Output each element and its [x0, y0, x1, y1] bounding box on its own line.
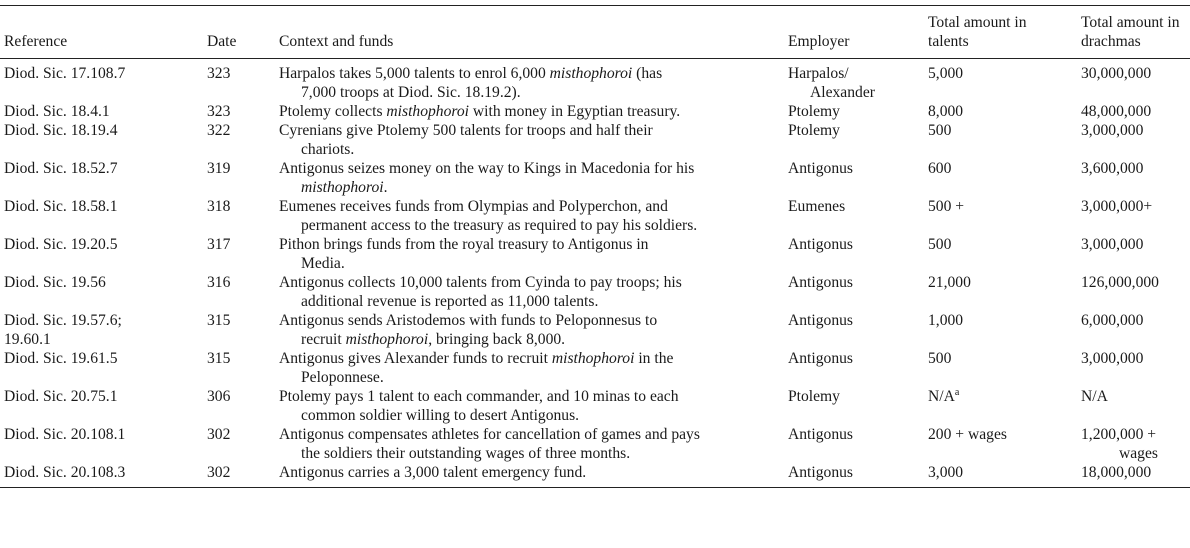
cell-drachmas: 30,000,000	[1081, 65, 1152, 82]
cell-reference: Diod. Sic. 20.75.1	[4, 388, 118, 405]
context-line2	[279, 178, 774, 197]
context-text: Antigonus gives Alexander funds to recruit	[279, 350, 552, 367]
cell-talents: 500	[928, 122, 952, 139]
cell-context	[263, 121, 784, 159]
context-italic: misthophoroi	[551, 350, 635, 367]
table-row	[0, 59, 1190, 103]
table-row	[0, 102, 1190, 121]
header-context: Context and funds	[279, 33, 394, 50]
cell-employer: Antigonus	[788, 350, 853, 367]
context-text: with money in Egyptian treasury.	[469, 103, 681, 120]
context-text: Pithon brings funds from the royal treasury to Antigonus in	[279, 236, 649, 253]
cell-reference: Diod. Sic. 18.52.7	[4, 160, 118, 177]
cell-date: 323	[207, 65, 231, 82]
context-italic: misthophoroi	[345, 331, 429, 348]
context-line2: permanent access to the treasury as required to pay his soldiers.	[301, 217, 698, 234]
table-row	[0, 425, 1190, 463]
context-line2	[279, 330, 774, 349]
cell-employer: Antigonus	[788, 236, 853, 253]
cell-talents: 200 + wages	[928, 426, 1007, 443]
header-employer: Employer	[788, 33, 850, 50]
cell-date: 302	[207, 464, 231, 481]
context-line2: the soldiers their outstanding wages of three months.	[301, 445, 631, 462]
context-text: Ptolemy pays 1 talent to each commander, and 10 minas to each	[279, 388, 679, 405]
table-row	[0, 235, 1190, 273]
cell-date: 315	[207, 350, 231, 367]
cell-drachmas: 6,000,000	[1081, 312, 1144, 329]
cell-reference: Diod. Sic. 19.56	[4, 274, 106, 291]
cell-reference: Diod. Sic. 19.20.5	[4, 236, 118, 253]
cell-date: 315	[207, 312, 231, 329]
context-text: recruit	[301, 331, 346, 348]
context-line2: 7,000 troops at Diod. Sic. 18.19.2).	[301, 84, 521, 101]
cell-context	[263, 425, 784, 463]
context-text: Antigonus sends Aristodemos with funds to Peloponnesus to	[279, 312, 658, 329]
cell-context	[263, 349, 784, 387]
context-line2: common soldier willing to desert Antigonus.	[301, 407, 580, 424]
cell-context	[263, 197, 784, 235]
cell-talents: 500	[928, 236, 952, 253]
context-text: (has	[632, 65, 663, 82]
table-row	[0, 197, 1190, 235]
context-italic: misthophoroi	[386, 103, 470, 120]
cell-drachmas: N/A	[1081, 388, 1108, 405]
cell-reference: Diod. Sic. 18.19.4	[4, 122, 118, 139]
context-line2: Media.	[301, 255, 345, 272]
footnote-marker: a	[954, 386, 960, 398]
table-header	[0, 6, 1190, 59]
cell-date: 319	[207, 160, 231, 177]
talents-text: N/A	[928, 388, 955, 405]
cell-date: 323	[207, 103, 231, 120]
context-text: in the	[634, 350, 674, 367]
context-text: Eumenes receives funds from Olympias and Polyperchon, and	[279, 198, 668, 215]
cell-date: 318	[207, 198, 231, 215]
cell-employer: Ptolemy	[788, 122, 840, 139]
cell-date: 322	[207, 122, 231, 139]
table-row	[0, 273, 1190, 311]
employer-line2: Alexander	[810, 84, 875, 101]
cell-context	[263, 159, 784, 197]
cell-reference: Diod. Sic. 20.108.1	[4, 426, 126, 443]
cell-drachmas	[1077, 425, 1190, 463]
drachmas-text: 1,200,000 +	[1081, 426, 1157, 443]
cell-talents: 21,000	[928, 274, 971, 291]
cell-talents: 8,000	[928, 103, 964, 120]
cell-reference: Diod. Sic. 17.108.7	[4, 65, 126, 82]
context-text: Harpalos takes 5,000 talents to enrol 6,000	[279, 65, 550, 82]
header-date: Date	[207, 33, 237, 50]
cell-talents: 600	[928, 160, 952, 177]
drachmas-line2: wages	[1119, 445, 1158, 462]
cell-employer: Antigonus	[788, 464, 853, 481]
table-row	[0, 349, 1190, 387]
context-italic: misthophoroi	[549, 65, 633, 82]
cell-drachmas: 3,000,000+	[1081, 198, 1153, 215]
cell-drachmas: 48,000,000	[1081, 103, 1152, 120]
context-text: Antigonus carries a 3,000 talent emergency fund.	[279, 464, 587, 481]
cell-date: 302	[207, 426, 231, 443]
cell-employer	[784, 59, 924, 103]
cell-drachmas: 126,000,000	[1081, 274, 1159, 291]
table-body	[0, 59, 1190, 488]
table-row	[0, 387, 1190, 425]
cell-context	[263, 387, 784, 425]
context-line2: chariots.	[301, 141, 355, 158]
header-drachmas: Total amount in drachmas	[1081, 14, 1180, 50]
context-text: Antigonus collects 10,000 talents from Cyinda to pay troops; his	[279, 274, 682, 291]
cell-reference: Diod. Sic. 19.61.5	[4, 350, 118, 367]
cell-context	[263, 102, 784, 121]
cell-talents: 500	[928, 350, 952, 367]
cell-date: 317	[207, 236, 231, 253]
employer-text: Harpalos/	[788, 65, 849, 82]
cell-context	[263, 463, 784, 488]
cell-context	[263, 235, 784, 273]
cell-drachmas: 3,000,000	[1081, 122, 1144, 139]
header-talents: Total amount in talents	[928, 14, 1027, 50]
cell-employer: Eumenes	[788, 198, 846, 215]
table-row	[0, 463, 1190, 488]
cell-employer: Ptolemy	[788, 103, 840, 120]
context-text: .	[383, 179, 388, 196]
cell-drachmas: 3,000,000	[1081, 350, 1144, 367]
cell-reference	[0, 311, 203, 349]
cell-talents: 500 +	[928, 198, 965, 215]
table-row	[0, 121, 1190, 159]
cell-employer: Antigonus	[788, 274, 853, 291]
cell-reference: Diod. Sic. 20.108.3	[4, 464, 126, 481]
cell-talents	[924, 387, 1077, 425]
cell-employer: Antigonus	[788, 426, 853, 443]
cell-date: 306	[207, 388, 231, 405]
cell-drachmas: 3,000,000	[1081, 236, 1144, 253]
table-row	[0, 311, 1190, 349]
header-reference: Reference	[4, 33, 68, 50]
funds-table	[0, 5, 1190, 488]
cell-context	[263, 59, 784, 103]
cell-reference: Diod. Sic. 18.4.1	[4, 103, 110, 120]
cell-talents: 5,000	[928, 65, 964, 82]
cell-drachmas: 18,000,000	[1081, 464, 1152, 481]
cell-talents: 1,000	[928, 312, 964, 329]
cell-date: 316	[207, 274, 231, 291]
table-row	[0, 159, 1190, 197]
cell-context	[263, 273, 784, 311]
context-line2: additional revenue is reported as 11,000 talents.	[301, 293, 599, 310]
cell-drachmas: 3,600,000	[1081, 160, 1144, 177]
cell-reference: Diod. Sic. 18.58.1	[4, 198, 118, 215]
context-text: Cyrenians give Ptolemy 500 talents for troops and half their	[279, 122, 653, 139]
context-line2: Peloponnese.	[301, 369, 384, 386]
context-text: Antigonus seizes money on the way to Kings in Macedonia for his	[279, 160, 695, 177]
reference-line2: 19.60.1	[4, 331, 51, 348]
context-italic: misthophoroi	[301, 179, 384, 196]
context-text: Antigonus compensates athletes for cancellation of games and pays	[279, 426, 700, 443]
cell-context	[263, 311, 784, 349]
reference-text: Diod. Sic. 19.57.6;	[4, 312, 122, 329]
cell-employer: Antigonus	[788, 312, 853, 329]
context-text: , bringing back 8,000.	[428, 331, 566, 348]
context-text: Ptolemy collects	[279, 103, 387, 120]
cell-employer: Ptolemy	[788, 388, 840, 405]
cell-talents: 3,000	[928, 464, 964, 481]
cell-employer: Antigonus	[788, 160, 853, 177]
